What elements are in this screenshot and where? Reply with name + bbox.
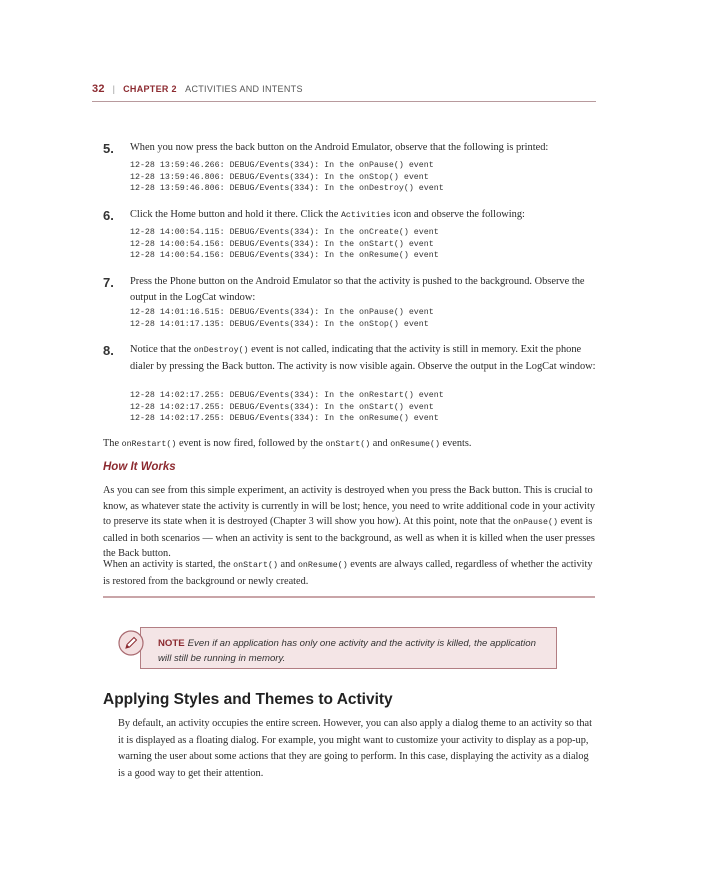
header-rule [92, 101, 596, 102]
code-line: 12-28 14:02:17.255: DEBUG/Events(334): In the onResume() event [130, 414, 439, 423]
inline-code: onResume() [297, 561, 348, 570]
code-block-step-7 [130, 307, 434, 330]
step-number: 8. [103, 343, 114, 358]
inline-code: onStart() [325, 440, 371, 449]
inline-code: onRestart() [121, 440, 177, 449]
section-heading: Applying Styles and Themes to Activity [103, 691, 393, 708]
text-part: events. [439, 438, 472, 449]
step-text-part: Notice that the [130, 344, 194, 355]
step-text: Press the Phone button on the Android Emulator so that the activity is pushed to the background. Observe the output in the LogCat window: [130, 276, 585, 303]
code-line: 12-28 14:00:54.156: DEBUG/Events(334): In the onResume() event [130, 251, 439, 260]
how-it-works-paragraph-2 [103, 557, 595, 589]
text-part: When an activity is started, the [103, 559, 234, 570]
text-part: As you can see from this simple experiment, an activity is destroyed when you press the Back button. This is crucial to know, as whatever state the activity is currently in will be lost; hence, you need to write additional code in your activity to preserve its state when it is destroyed (Chapter 3 will show you how). At this point, note that the [103, 485, 596, 527]
step-number: 5. [103, 141, 114, 156]
code-line: 12-28 14:01:16.515: DEBUG/Events(334): In the onPause() event [130, 308, 434, 317]
inline-code: onDestroy() [193, 346, 249, 355]
step-text [130, 207, 600, 224]
inline-code: onResume() [390, 440, 440, 449]
code-line: 12-28 13:59:46.266: DEBUG/Events(334): In the onPause() event [130, 161, 434, 170]
text-part: and [277, 559, 298, 570]
code-line: 12-28 14:01:17.135: DEBUG/Events(334): In the onStop() event [130, 319, 429, 329]
text-part: event is now fired, followed by the [176, 438, 326, 449]
inline-code: Activities [340, 211, 391, 220]
section-rule [103, 596, 595, 598]
note-body: Even if an application has only one activity and the activity is killed, the application will still be running in memory. [158, 638, 536, 664]
note-text [158, 636, 548, 666]
text-part: The [103, 438, 122, 449]
code-block-step-6 [130, 227, 439, 262]
code-block-step-8 [130, 390, 444, 425]
code-block-step-5 [130, 160, 444, 195]
inline-code: onStart() [233, 561, 278, 570]
chapter-label: CHAPTER 2 [123, 84, 177, 94]
chapter-title: ACTIVITIES AND INTENTS [185, 84, 303, 94]
running-header [92, 83, 303, 95]
how-it-works-heading: How It Works [103, 461, 176, 473]
code-line: 12-28 13:59:46.806: DEBUG/Events(334): In the onStop() event [130, 172, 429, 182]
text-part: and [370, 438, 391, 449]
header-separator: | [112, 84, 116, 94]
step-text-part: event is not called, indicating that the activity is still in memory. Exit the phone dialer by pressing the Back button. The activity is now visible again. Observe the output in the LogCat window: [130, 344, 596, 372]
step-text-part: Click the Home button and hold it there. Click the [130, 209, 341, 220]
code-line: 12-28 13:59:46.806: DEBUG/Events(334): In the onDestroy() event [130, 184, 444, 193]
step-number: 6. [103, 208, 114, 223]
how-it-works-paragraph-1 [103, 483, 595, 562]
code-line: 12-28 14:00:54.156: DEBUG/Events(334): In the onStart() event [130, 239, 434, 249]
step-text [130, 342, 600, 375]
inline-code: onPause() [513, 518, 558, 527]
code-line: 12-28 14:00:54.115: DEBUG/Events(334): In the onCreate() event [130, 228, 439, 237]
code-line: 12-28 14:02:17.255: DEBUG/Events(334): In the onRestart() event [130, 391, 444, 400]
text-part: event is called in both scenarios — when an activity is sent to the background, as well as when it is killed when the user presses the Back button. [103, 516, 595, 559]
restart-paragraph [103, 436, 595, 453]
note-label: NOTE [158, 638, 185, 649]
section-body: By default, an activity occupies the entire screen. However, you can also apply a dialog theme to an activity so that it is displayed as a floating dialog. For example, you might want to customize your activity to display as a pop-up, warning the user about some actions that they are going to perform. In this case, displaying the activity as a dialog is a good way to get their attention. [118, 718, 592, 779]
text-part: events are always called, regardless of whether the activity is restored from the background or newly created. [103, 559, 593, 587]
code-line: 12-28 14:02:17.255: DEBUG/Events(334): In the onStart() event [130, 402, 434, 412]
step-text-part: icon and observe the following: [390, 209, 525, 220]
pencil-icon [118, 630, 144, 656]
step-number: 7. [103, 275, 114, 290]
page-number: 32 [92, 83, 105, 95]
step-text: When you now press the back button on the Android Emulator, observe that the following is printed: [130, 142, 549, 153]
